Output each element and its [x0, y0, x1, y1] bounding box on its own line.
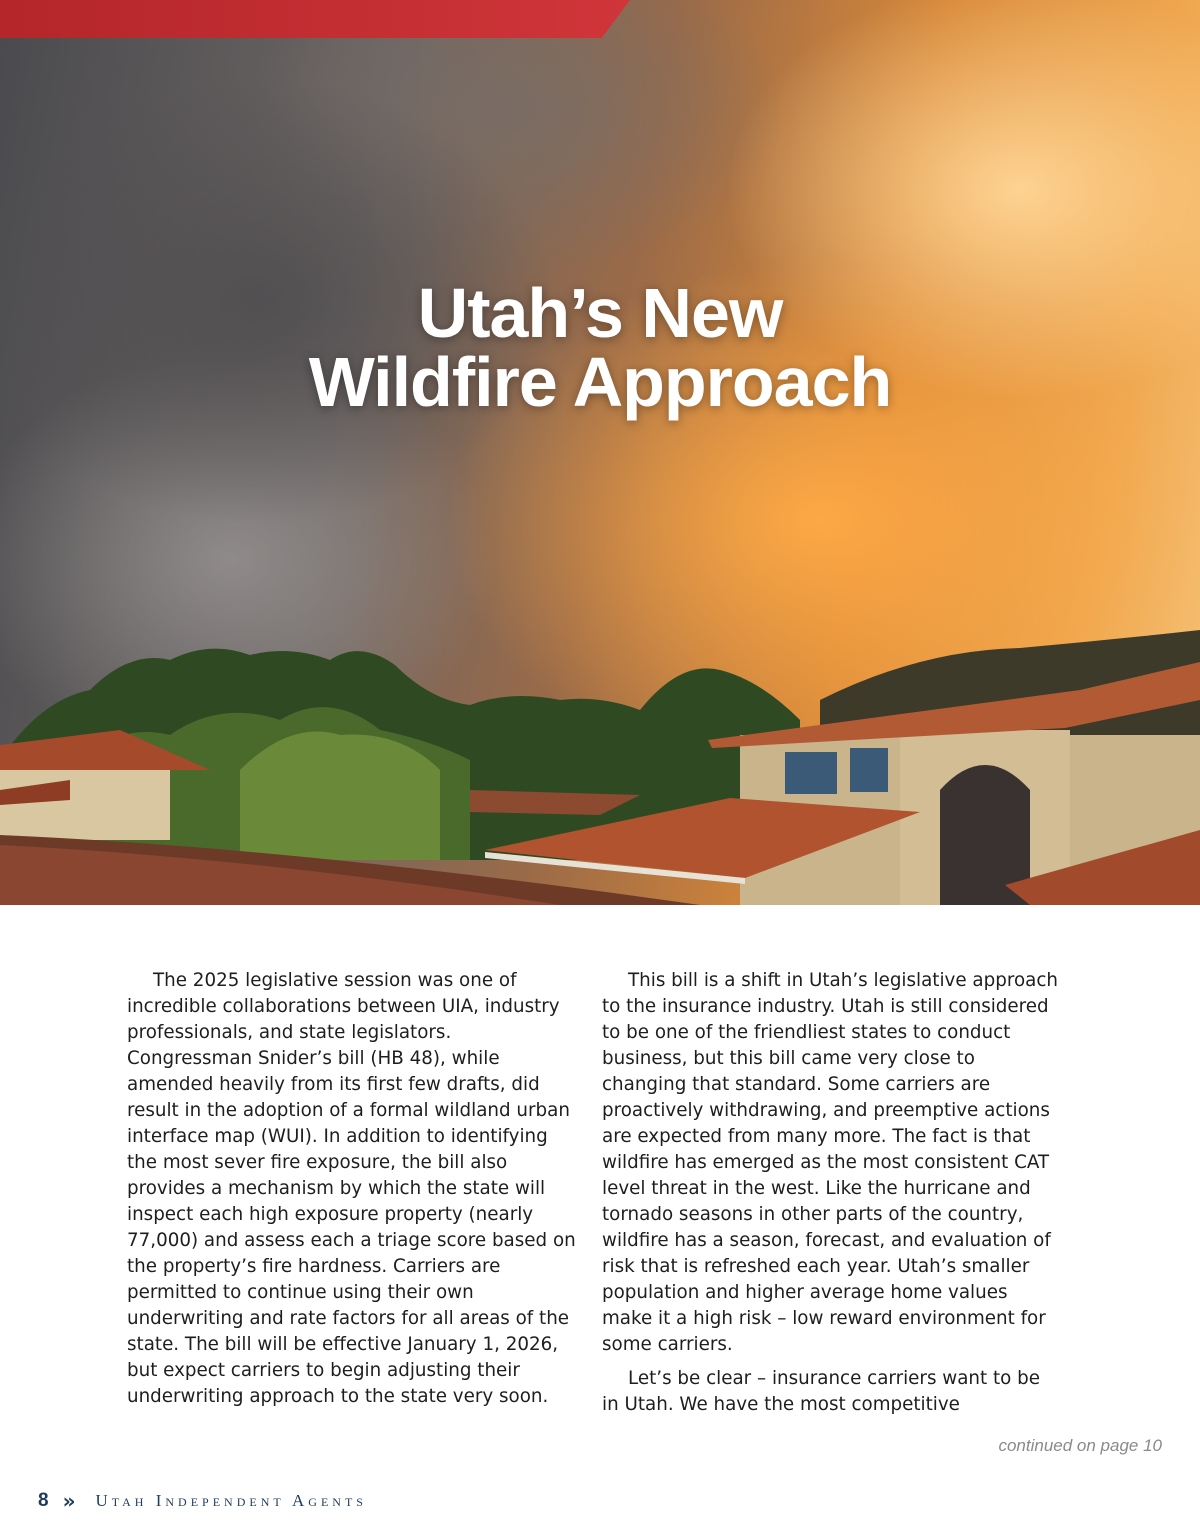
page-footer: [38, 1488, 367, 1514]
article-column-right: [602, 968, 1060, 1418]
paragraph: Let’s be clear – insurance carriers want to be in Utah. We have the most competitive: [602, 1368, 1041, 1415]
continued-note: continued on page 10: [998, 1436, 1162, 1455]
chevron-right-icon: »: [62, 1489, 76, 1513]
article-column-left: [127, 968, 579, 1410]
article-title-line-1: Utah’s New: [417, 274, 783, 352]
paragraph: This bill is a shift in Utah’s legislative approach to the insurance industry. Utah is still considered to be one of the friendliest states to conduct business, but this bill came very close to changing that standard. Some carriers are proactively withdrawing, and preemptive actions are expected from many more. The fact is that wildfire has emerged as the most consistent CAT level threat in the west. Like the hurricane and tornado seasons in other parts of the country, wildfire has a season, forecast, and evaluation of risk that is refreshed each year. Utah’s smaller population and higher average home values make it a high risk – low reward environment for some carriers.: [602, 970, 1058, 1355]
page-number: 8: [38, 1490, 49, 1511]
article-title-line-2: Wildfire Approach: [308, 343, 892, 421]
paragraph: The 2025 legislative session was one of incredible collaborations between UIA, industry professionals, and state legislators. Congressman Snider’s bill (HB 48), while amended heavily from its first few drafts, did result in the adoption of a formal wildland urban interface map (WUI). In addition to identifying the most sever fire exposure, the bill also provides a mechanism by which the state will inspect each high exposure property (nearly 77,000) and assess each a triage score based on the property’s fire hardness. Carriers are permitted to continue using their own underwriting and rate factors for all areas of the state. The bill will be effective January 1, 2026, but expect carriers to begin adjusting their underwriting approach to the state very soon.: [127, 970, 576, 1407]
publication-name: Utah Independent Agents: [95, 1491, 367, 1510]
accent-red-bar: [0, 0, 630, 38]
